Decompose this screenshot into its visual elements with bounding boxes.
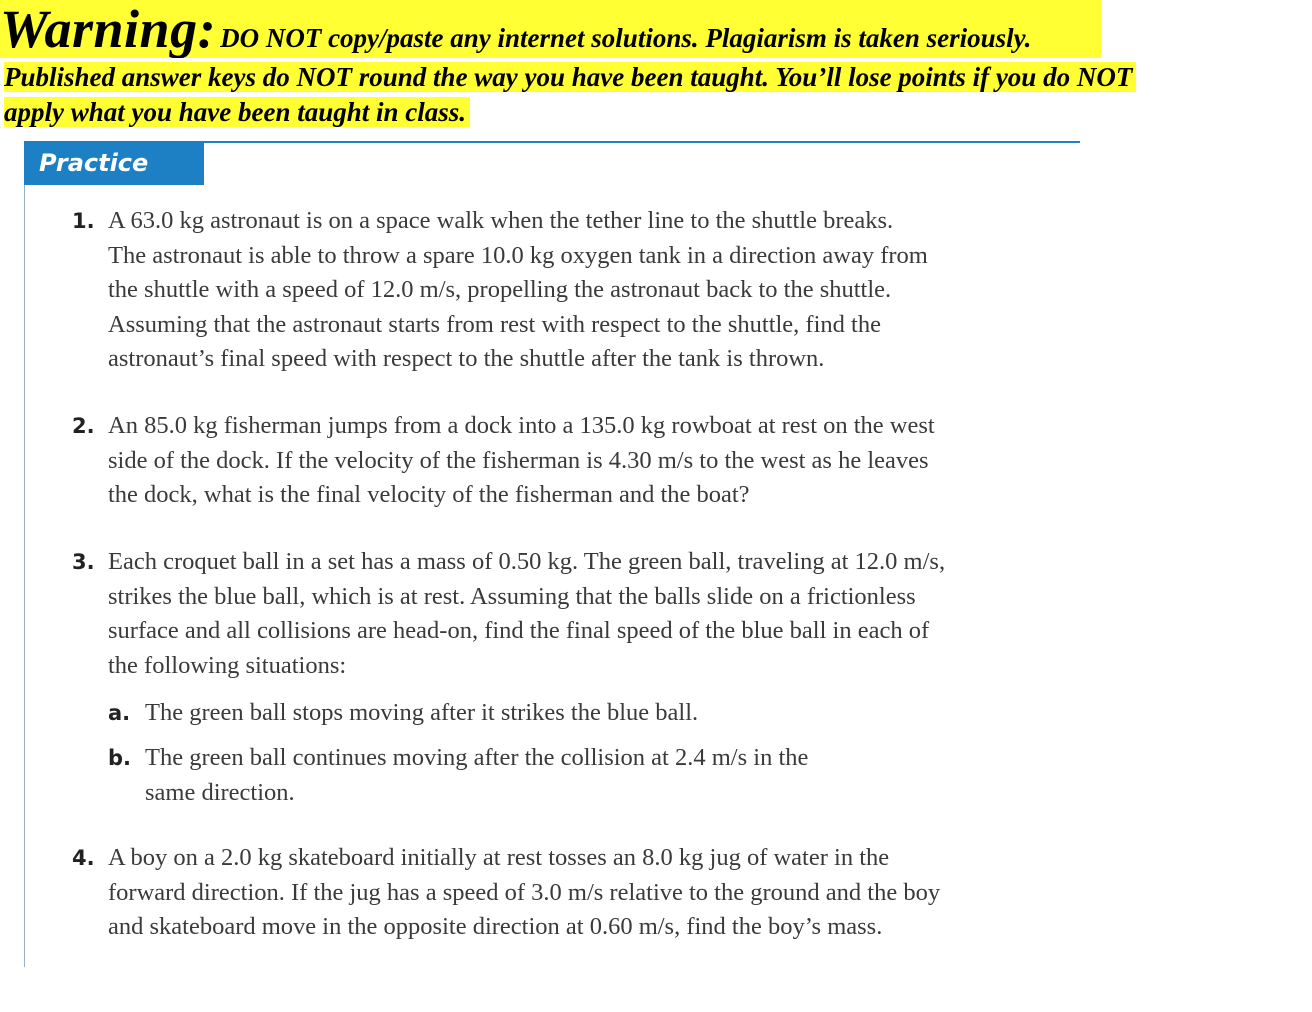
warning-text-1: DO NOT copy/paste any internet solutions. Plagiarism is taken seriously. — [220, 23, 1032, 53]
problem-1 — [72, 204, 1062, 377]
problem-4 — [72, 841, 1062, 945]
problem-text-line: A 63.0 kg astronaut is on a space walk when the tether line to the shuttle breaks. — [108, 207, 894, 234]
problem-text-line: the shuttle with a speed of 12.0 m/s, propelling the astronaut back to the shuttle. — [108, 276, 892, 303]
problem-number: 1. — [72, 209, 95, 233]
problem-number: 3. — [72, 550, 95, 574]
practice-top-rule — [204, 141, 1080, 143]
problem-text-line: and skateboard move in the opposite direction at 0.60 m/s, find the boy’s mass. — [108, 913, 883, 940]
problem-number: 2. — [72, 414, 95, 438]
problem-text-line: the dock, what is the final velocity of the fisherman and the boat? — [108, 481, 750, 508]
problem-text-line: Assuming that the astronaut starts from rest with respect to the shuttle, find the — [108, 310, 881, 338]
warning-banner-line-3 — [4, 96, 470, 128]
subpart-letter: b. — [108, 746, 132, 770]
warning-title: Warning: — [0, 0, 217, 58]
subpart-text-line: same direction. — [145, 778, 295, 806]
subpart-letter: a. — [108, 701, 131, 725]
problem-2 — [72, 409, 1062, 513]
practice-tab: Practice — [24, 141, 204, 185]
problem-text-line: An 85.0 kg fisherman jumps from a dock into a 135.0 kg rowboat at rest on the west — [108, 412, 935, 439]
practice-left-rule — [24, 185, 25, 967]
problem-3-part-b — [108, 741, 808, 810]
problem-3 — [72, 545, 1062, 683]
problem-text-line: strikes the blue ball, which is at rest. Assuming that the balls slide on a frictionless — [108, 582, 916, 610]
problem-text-line: The astronaut is able to throw a spare 10.0 kg oxygen tank in a direction away from — [108, 241, 928, 269]
warning-text-3: apply what you have been taught in class. — [4, 97, 470, 127]
problem-text-line: surface and all collisions are head-on, find the final speed of the blue ball in each of — [108, 617, 930, 644]
problem-text-line: the following situations: — [108, 651, 347, 679]
warning-banner-line-2 — [4, 60, 1136, 94]
problem-number: 4. — [72, 846, 95, 870]
problem-text-line: Each croquet ball in a set has a mass of 0.50 kg. The green ball, traveling at 12.0 m/s, — [108, 548, 946, 575]
problem-3-part-a — [108, 696, 698, 731]
subpart-text-line: The green ball stops moving after it strikes the blue ball. — [145, 699, 699, 726]
subpart-text-line: The green ball continues moving after the collision at 2.4 m/s in the — [145, 744, 809, 771]
problem-text-line: forward direction. If the jug has a speed of 3.0 m/s relative to the ground and the boy — [108, 878, 941, 906]
problem-text-line: astronaut’s final speed with respect to the shuttle after the tank is thrown. — [108, 345, 825, 372]
problem-text-line: side of the dock. If the velocity of the fisherman is 4.30 m/s to the west as he leaves — [108, 446, 929, 474]
problem-text-line: A boy on a 2.0 kg skateboard initially at rest tosses an 8.0 kg jug of water in the — [108, 844, 890, 871]
warning-banner-line-1 — [0, 0, 1101, 58]
warning-text-2: Published answer keys do NOT round the way you have been taught. You’ll lose points if you do NOT — [4, 62, 1136, 92]
